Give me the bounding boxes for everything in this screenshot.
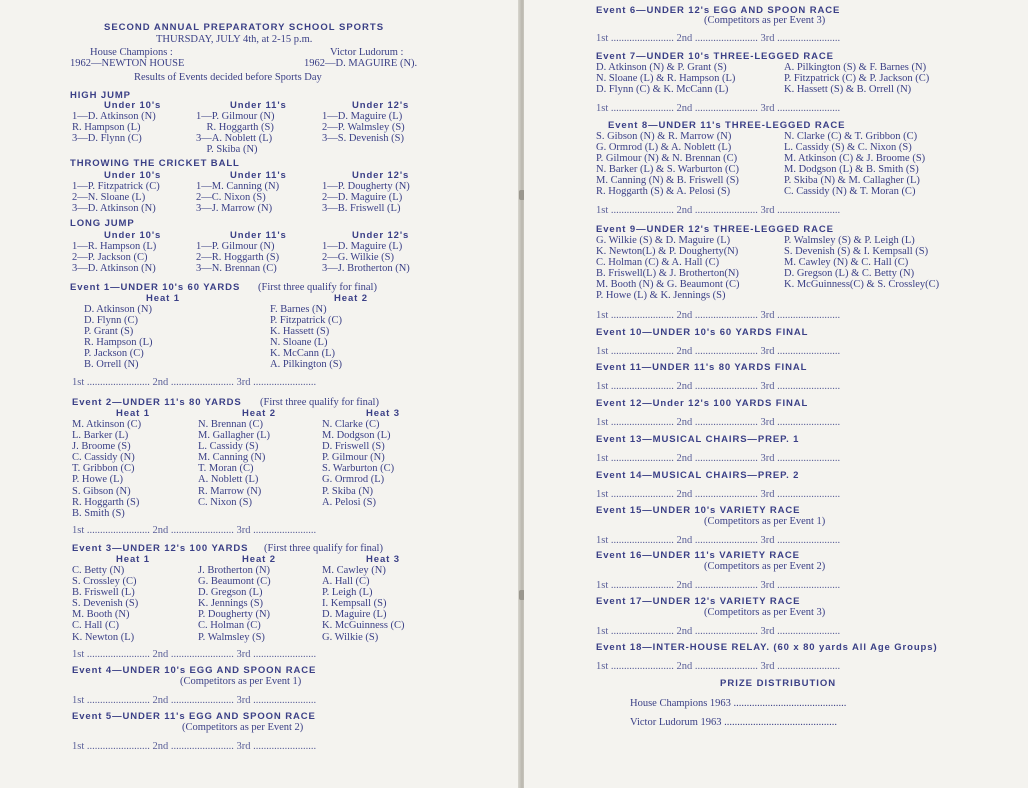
cricket-ball-title: THROWING THE CRICKET BALL [70, 158, 240, 169]
placings-line: 1st ........................ 2nd ........................ 3rd ........................ [596, 33, 841, 44]
event-note: (Competitors as per Event 2) [182, 722, 304, 733]
placings-line: 1st ........................ 2nd ........................ 3rd ........................ [596, 489, 841, 500]
placings-line: 1st ........................ 2nd ........................ 3rd ........................ [72, 695, 317, 706]
heat-header: Heat 1 [116, 408, 150, 419]
event-title: Event 9—UNDER 12's THREE-LEGGED RACE [596, 224, 834, 235]
placings-line: 1st ........................ 2nd ........................ 3rd ........................ [72, 741, 317, 752]
heat-list: J. Brotherton (N) G. Beaumont (C) D. Gregson (L) K. Jennings (S) P. Dougherty (N) C. Holman (C) P. Walmsley (S) [198, 565, 271, 643]
pairs-list: S. Gibson (N) & R. Marrow (N) G. Ormrod (L) & A. Noblett (L) P. Gilmour (N) & N. Brennan (C) N. Barker (L) & S. Warburton (C) M. Canning (N) & B. Friswell (S) R. Hoggarth (S) & A. Pelosi (S) [596, 131, 740, 198]
age-header: Under 10's [104, 230, 162, 241]
age-header: Under 12's [352, 170, 410, 181]
event-title: Event 12—Under 12's 100 YARDS FINAL [596, 398, 809, 409]
age-header: Under 12's [352, 100, 410, 111]
heat-list: N. Brennan (C) M. Gallagher (L) L. Cassidy (S) M. Canning (N) T. Moran (C) A. Noblett (L) R. Marrow (N) C. Nixon (S) [198, 419, 271, 508]
results-column: 1—P. Fitzpatrick (C) 2—N. Sloane (L) 3—D. Atkinson (N) [72, 181, 160, 215]
results-column: 1—P. Gilmour (N) R. Hoggarth (S) 3—A. Noblett (L) P. Skiba (N) [196, 111, 275, 156]
house-champions-label: House Champions : [90, 47, 173, 58]
event-title: Event 4—UNDER 10's EGG AND SPOON RACE [72, 665, 317, 676]
results-column: 1—M. Canning (N) 2—C. Nixon (S) 3—J. Marrow (N) [196, 181, 280, 215]
heat-list: N. Clarke (C) M. Dodgson (L) D. Friswell (S) P. Gilmour (N) S. Warburton (C) G. Ormrod (L) P. Skiba (N) A. Pelosi (S) [322, 419, 395, 508]
event-note: (Competitors as per Event 3) [704, 607, 826, 618]
results-note: Results of Events decided before Sports Day [134, 72, 322, 83]
placings-line: 1st ........................ 2nd ........................ 3rd ........................ [596, 453, 841, 464]
age-header: Under 12's [352, 230, 410, 241]
event-title: Event 6—UNDER 12's EGG AND SPOON RACE [596, 5, 841, 16]
event-title: Event 5—UNDER 11's EGG AND SPOON RACE [72, 711, 316, 722]
age-header: Under 11's [230, 170, 287, 181]
results-column: 1—P. Dougherty (N) 2—D. Maguire (L) 3—B. Friswell (L) [322, 181, 410, 215]
pairs-list: A. Pilkington (S) & F. Barnes (N) P. Fitzpatrick (C) & P. Jackson (C) K. Hassett (S) & B. Orrell (N) [784, 62, 930, 96]
pairs-list: N. Clarke (C) & T. Gribbon (C) L. Cassidy (S) & C. Nixon (S) M. Atkinson (C) & J. Broome (S) M. Dodgson (L) & B. Smith (S) P. Skiba (N) & M. Callagher (L) C. Cassidy (N) & T. Moran (C) [784, 131, 926, 198]
placings-line: 1st ........................ 2nd ........................ 3rd ........................ [72, 525, 317, 536]
long-jump-title: LONG JUMP [70, 218, 135, 229]
event-note: (Competitors as per Event 1) [704, 516, 826, 527]
event-title: Event 16—UNDER 11's VARIETY RACE [596, 550, 800, 561]
placings-line: 1st ........................ 2nd ........................ 3rd ........................ [72, 649, 317, 660]
heat-header: Heat 3 [366, 554, 400, 565]
pairs-list: D. Atkinson (N) & P. Grant (S) N. Sloane (L) & R. Hampson (L) D. Flynn (C) & K. McCann (L) [596, 62, 736, 96]
heat-header: Heat 2 [242, 554, 276, 565]
results-column: 1—P. Gilmour (N) 2—R. Hoggarth (S) 3—N. Brennan (C) [196, 241, 280, 275]
heat-list: M. Cawley (N) A. Hall (C) P. Leigh (L) I. Kempsall (S) D. Maguire (L) K. McGuinness (C) G. Wilkie (S) [322, 565, 405, 643]
age-header: Under 10's [104, 170, 162, 181]
programme-date: THURSDAY, JULY 4th, at 2-15 p.m. [156, 34, 313, 45]
heat-list: C. Betty (N) S. Crossley (C) B. Friswell (L) S. Devenish (S) M. Booth (N) C. Hall (C) K. Newton (L) [72, 565, 139, 643]
event-title: Event 1—UNDER 10's 60 YARDS [70, 282, 241, 293]
prize-distribution-title: PRIZE DISTRIBUTION [720, 678, 837, 689]
heat-header: Heat 1 [146, 293, 180, 304]
placings-line: 1st ........................ 2nd ........................ 3rd ........................ [596, 310, 841, 321]
event-note: (Competitors as per Event 2) [704, 561, 826, 572]
right-page [524, 0, 1028, 788]
programme-title: SECOND ANNUAL PREPARATORY SCHOOL SPORTS [104, 22, 385, 33]
placings-line: 1st ........................ 2nd ........................ 3rd ........................ [596, 346, 841, 357]
event-note: (Competitors as per Event 1) [180, 676, 302, 687]
heat-header: Heat 2 [334, 293, 368, 304]
event-title: Event 10—UNDER 10's 60 YARDS FINAL [596, 327, 809, 338]
event-title: Event 13—MUSICAL CHAIRS—PREP. 1 [596, 434, 800, 445]
age-header: Under 10's [104, 100, 162, 111]
heat-header: Heat 2 [242, 408, 276, 419]
heat-list: D. Atkinson (N) D. Flynn (C) P. Grant (S) R. Hampson (L) P. Jackson (C) B. Orrell (N) [84, 304, 153, 371]
high-jump-title: HIGH JUMP [70, 90, 131, 101]
event-title: Event 7—UNDER 10's THREE-LEGGED RACE [596, 51, 834, 62]
heat-list: M. Atkinson (C) L. Barker (L) J. Broome (S) C. Cassidy (N) T. Gribbon (C) P. Howe (L) S. Gibson (N) R. Hoggarth (S) B. Smith (S) [72, 419, 142, 519]
event-title: Event 18—INTER-HOUSE RELAY. (60 x 80 yards All Age Groups) [596, 642, 938, 653]
age-header: Under 11's [230, 100, 287, 111]
heat-list: F. Barnes (N) P. Fitzpatrick (C) K. Hassett (S) N. Sloane (L) K. McCann (L) A. Pilkington (S) [270, 304, 343, 371]
event-note: (Competitors as per Event 3) [704, 15, 826, 26]
results-column: 1—D. Maguire (L) 2—G. Wilkie (S) 3—J. Brotherton (N) [322, 241, 410, 275]
results-column: 1—D. Maguire (L) 2—P. Walmsley (S) 3—S. Devenish (S) [322, 111, 405, 145]
placings-line: 1st ........................ 2nd ........................ 3rd ........................ [596, 205, 841, 216]
heat-header: Heat 1 [116, 554, 150, 565]
placings-line: 1st ........................ 2nd ........................ 3rd ........................ [596, 626, 841, 637]
event-title: Event 15—UNDER 10's VARIETY RACE [596, 505, 801, 516]
event-note: (First three qualify for final) [260, 397, 379, 408]
placings-line: 1st ........................ 2nd ........................ 3rd ........................ [596, 580, 841, 591]
house-champions-1963-line: House Champions 1963 ........................................... [630, 698, 847, 709]
event-title: Event 17—UNDER 12's VARIETY RACE [596, 596, 801, 607]
results-column: 1—D. Atkinson (N) R. Hampson (L) 3—D. Flynn (C) [72, 111, 156, 145]
victor-ludorum-value: 1962—D. MAGUIRE (N). [304, 58, 418, 69]
event-title: Event 2—UNDER 11's 80 YARDS [72, 397, 242, 408]
event-title: Event 14—MUSICAL CHAIRS—PREP. 2 [596, 470, 800, 481]
house-champions-value: 1962—NEWTON HOUSE [70, 58, 185, 69]
event-title: Event 3—UNDER 12's 100 YARDS [72, 543, 249, 554]
placings-line: 1st ........................ 2nd ........................ 3rd ........................ [596, 381, 841, 392]
event-note: (First three qualify for final) [264, 543, 383, 554]
pairs-list: P. Walmsley (S) & P. Leigh (L) S. Devenish (S) & I. Kempsall (S) M. Cawley (N) & C. Hall (C) D. Gregson (L) & C. Betty (N) K. McGuinness(C) & S. Crossley(C) [784, 235, 940, 291]
heat-header: Heat 3 [366, 408, 400, 419]
event-title: Event 11—UNDER 11's 80 YARDS FINAL [596, 362, 808, 373]
event-note: (First three qualify for final) [258, 282, 377, 293]
placings-line: 1st ........................ 2nd ........................ 3rd ........................ [72, 377, 317, 388]
placings-line: 1st ........................ 2nd ........................ 3rd ........................ [596, 103, 841, 114]
victor-ludorum-1963-line: Victor Ludorum 1963 ........................................... [630, 717, 838, 728]
placings-line: 1st ........................ 2nd ........................ 3rd ........................ [596, 535, 841, 546]
results-column: 1—R. Hampson (L) 2—P. Jackson (C) 3—D. Atkinson (N) [72, 241, 157, 275]
pairs-list: G. Wilkie (S) & D. Maguire (L) K. Newton(L) & P. Dougherty(N) C. Holman (C) & A. Hall (C) B. Friswell(L) & J. Brotherton(N) M. Booth (N) & G. Beaumont (C) P. Howe (L) & K. Jennings (S) [596, 235, 740, 302]
placings-line: 1st ........................ 2nd ........................ 3rd ........................ [596, 417, 841, 428]
placings-line: 1st ........................ 2nd ........................ 3rd ........................ [596, 661, 841, 672]
event-title: Event 8—UNDER 11's THREE-LEGGED RACE [608, 120, 846, 131]
age-header: Under 11's [230, 230, 287, 241]
victor-ludorum-label: Victor Ludorum : [330, 47, 404, 58]
